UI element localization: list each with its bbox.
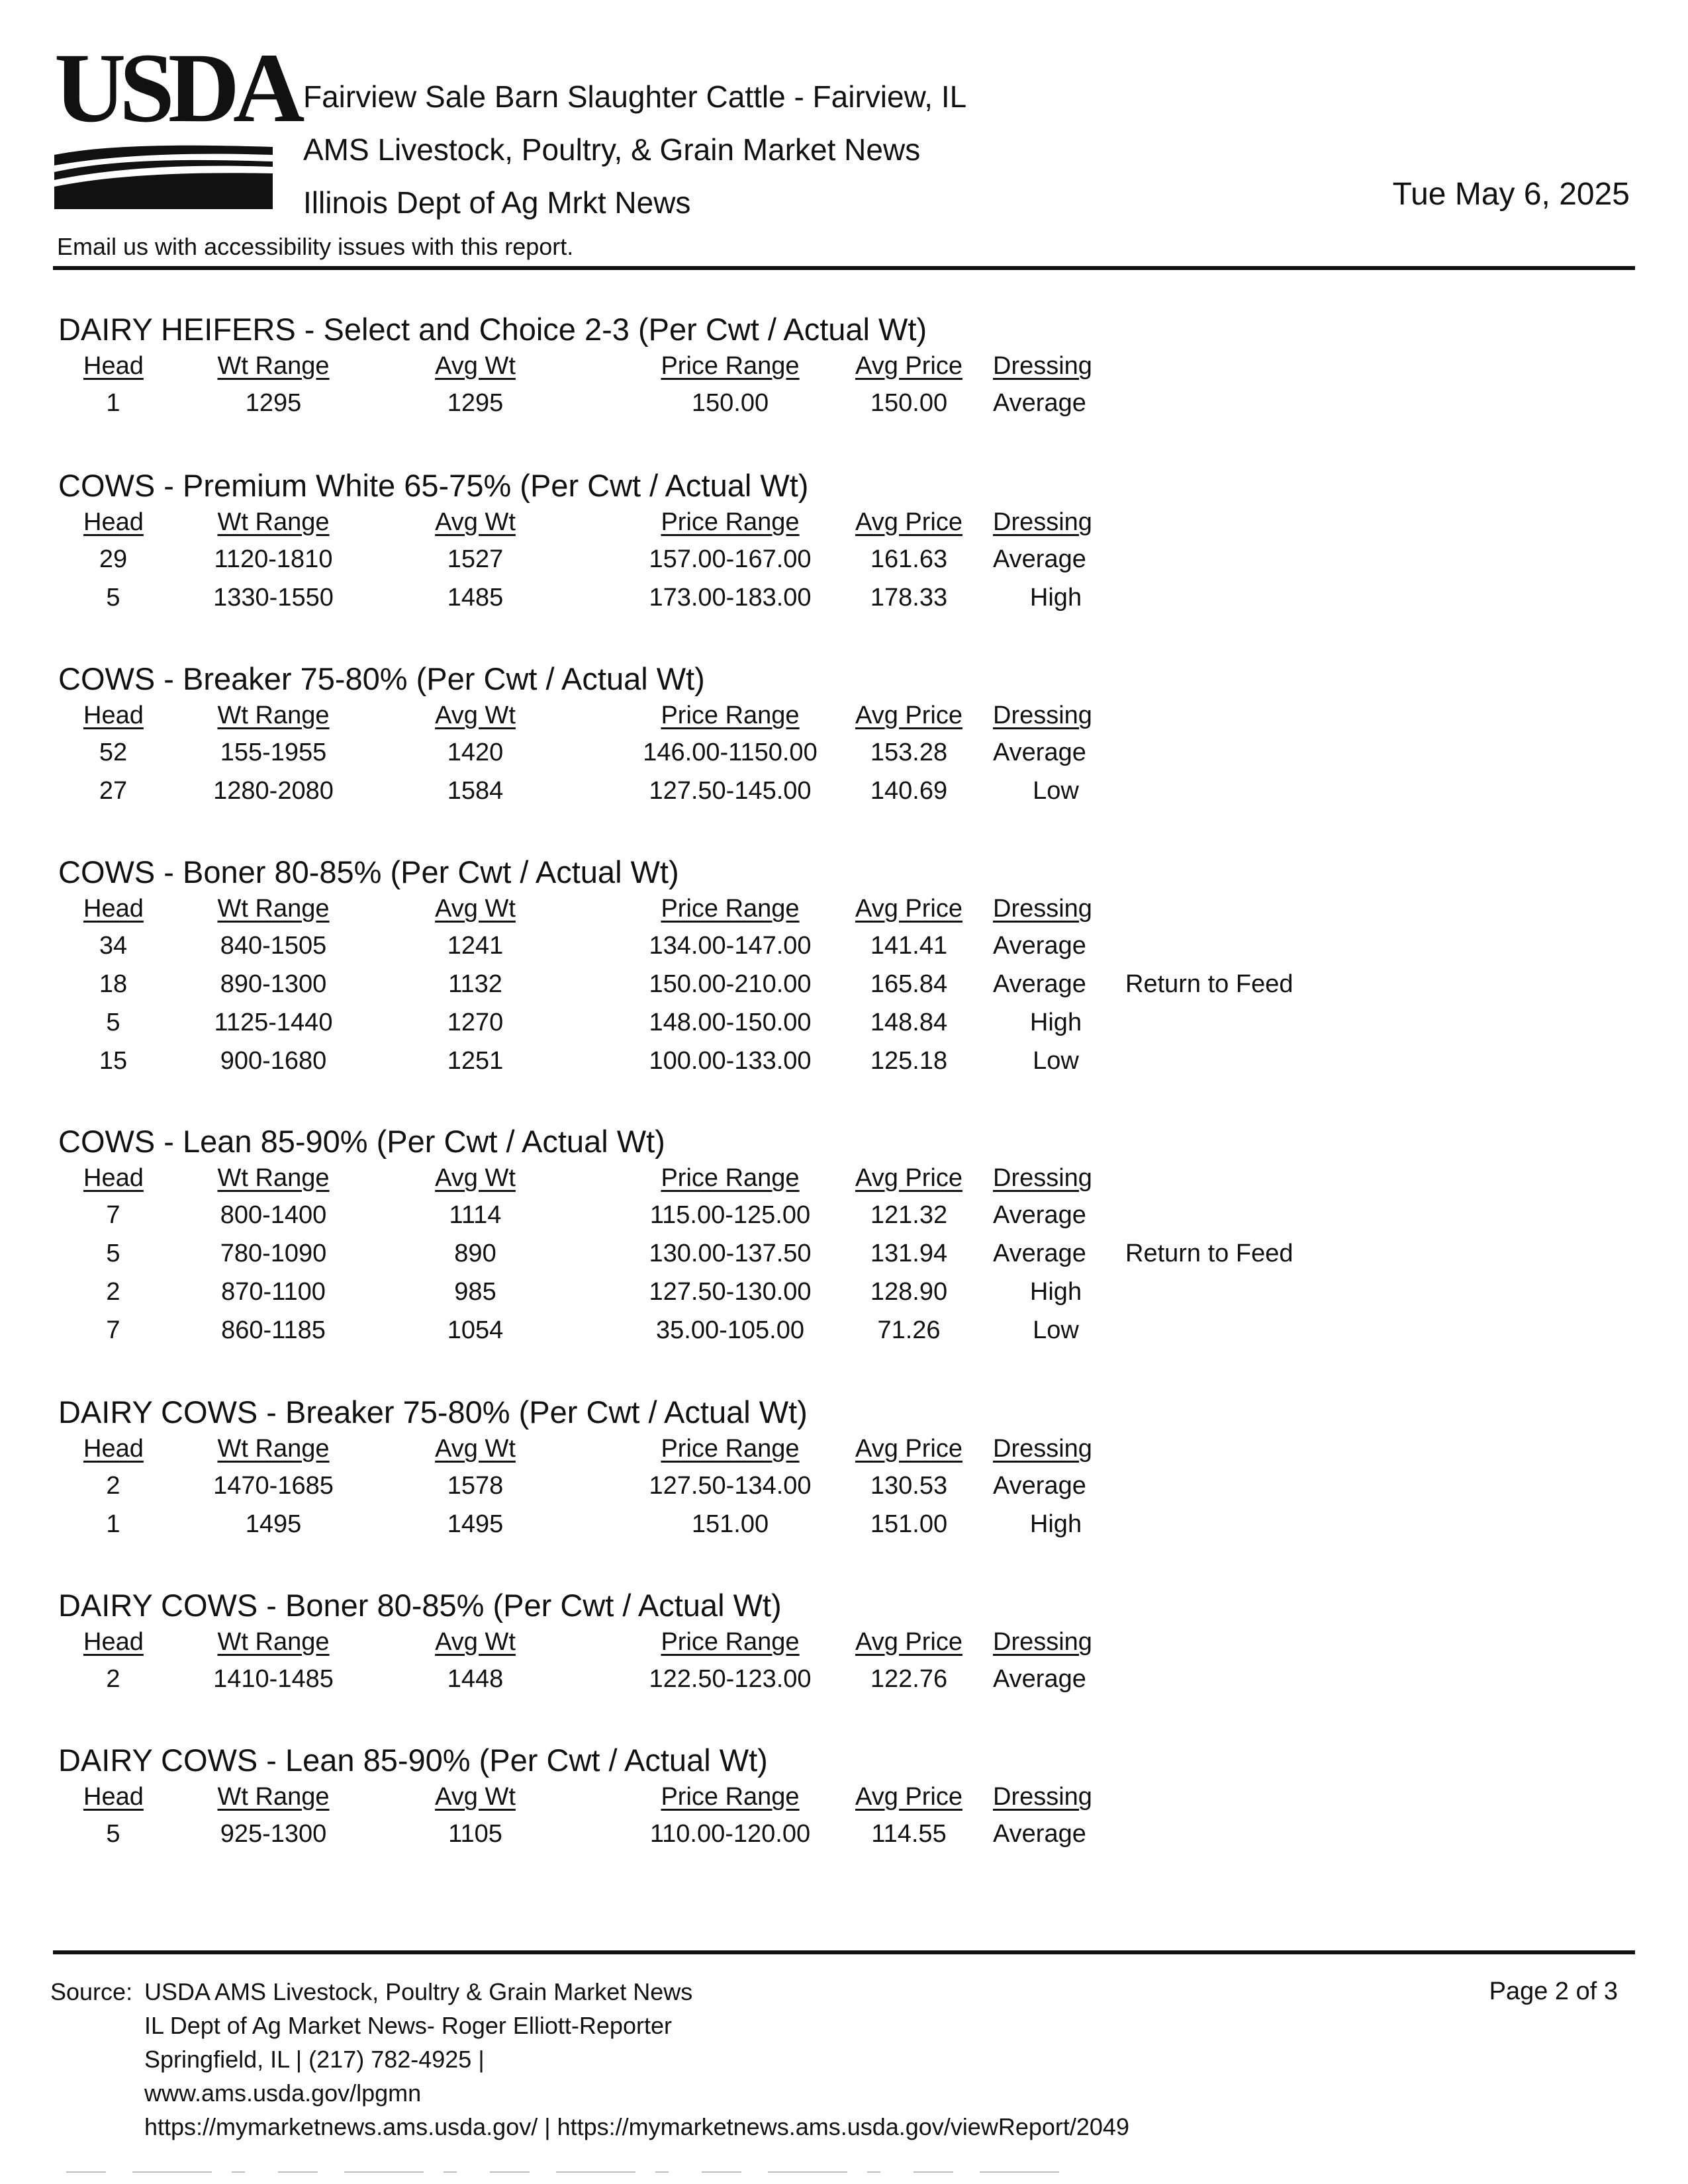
column-header-avg-wt: Avg Wt [435, 1164, 516, 1192]
cell-wt-range: 1330-1550 [213, 584, 334, 612]
market-section [58, 1394, 1620, 1545]
table-row [58, 1043, 1620, 1081]
cell-wt-range: 1295 [245, 389, 302, 417]
column-header-wt-range: Wt Range [217, 1435, 330, 1463]
cell-price-range: 100.00-133.00 [649, 1047, 812, 1075]
column-header-row [58, 504, 1620, 541]
cell-wt-range: 1280-2080 [213, 777, 334, 805]
usda-field-graphic [54, 143, 273, 209]
cell-head: 34 [99, 932, 128, 960]
column-header-avg-wt: Avg Wt [435, 702, 516, 729]
column-header-avg-wt: Avg Wt [435, 508, 516, 536]
table-row [58, 773, 1620, 811]
column-header-dressing: Dressing [993, 1628, 1092, 1656]
column-header-head: Head [83, 1783, 144, 1811]
cell-head: 18 [99, 970, 128, 998]
cell-avg-price: 148.84 [870, 1009, 948, 1036]
section-title: COWS - Premium White 65-75% (Per Cwt / Actual Wt) [58, 468, 809, 503]
table-row [58, 1236, 1620, 1274]
cell-avg-wt: 1054 [447, 1316, 504, 1344]
column-header-avg-price: Avg Price [855, 1435, 962, 1463]
cell-price-range: 150.00-210.00 [649, 970, 812, 998]
column-header-dressing: Dressing [993, 895, 1092, 923]
source-link[interactable]: www.ams.usda.gov/lpgmn [144, 2079, 422, 2107]
cell-note: Return to Feed [1125, 1240, 1293, 1267]
cell-avg-wt: 1584 [447, 777, 504, 805]
table-row [58, 966, 1620, 1005]
cell-avg-price: 141.41 [870, 932, 948, 960]
cell-price-range: 127.50-145.00 [649, 777, 812, 805]
cell-avg-price: 153.28 [870, 739, 948, 766]
cell-price-range: 151.00 [691, 1510, 769, 1538]
cell-head: 5 [106, 1820, 120, 1848]
cell-price-range: 130.00-137.50 [649, 1240, 812, 1267]
table-row [58, 1468, 1620, 1506]
column-header-dressing: Dressing [993, 508, 1092, 536]
usda-logo-text: USDA [54, 33, 299, 143]
cell-price-range: 148.00-150.00 [649, 1009, 812, 1036]
table-row [58, 1816, 1620, 1854]
cell-avg-price: 122.76 [870, 1665, 948, 1693]
cell-wt-range: 900-1680 [220, 1047, 327, 1075]
column-header-price-range: Price Range [661, 508, 800, 536]
market-section [58, 311, 1620, 424]
cell-avg-wt: 985 [454, 1278, 496, 1306]
cell-avg-price: 131.94 [870, 1240, 948, 1267]
column-header-dressing: Dressing [993, 702, 1092, 729]
report-header [303, 70, 966, 229]
cell-price-range: 173.00-183.00 [649, 584, 812, 612]
column-header-row [58, 348, 1620, 385]
cell-head: 1 [106, 389, 120, 417]
section-title: DAIRY HEIFERS - Select and Choice 2-3 (Per Cwt / Actual Wt) [58, 312, 927, 347]
cell-avg-price: 161.63 [870, 545, 948, 573]
section-title: COWS - Lean 85-90% (Per Cwt / Actual Wt) [58, 1124, 665, 1159]
usda-logo [54, 33, 299, 210]
cell-price-range: 115.00-125.00 [649, 1201, 811, 1229]
column-header-row [58, 1431, 1620, 1468]
column-header-wt-range: Wt Range [217, 702, 330, 729]
column-header-head: Head [83, 1435, 144, 1463]
cell-dressing: Average [993, 1240, 1086, 1267]
cell-dressing: Average [993, 389, 1086, 417]
cell-avg-price: 150.00 [870, 389, 948, 417]
cell-avg-price: 121.32 [870, 1201, 948, 1229]
section-title: DAIRY COWS - Boner 80-85% (Per Cwt / Actual Wt) [58, 1588, 782, 1623]
column-header-row [58, 1779, 1620, 1816]
cell-head: 2 [106, 1472, 120, 1500]
table-row [58, 1274, 1620, 1312]
cell-price-range: 134.00-147.00 [649, 932, 812, 960]
column-header-avg-price: Avg Price [855, 702, 962, 729]
cell-price-range: 35.00-105.00 [656, 1316, 804, 1344]
cell-avg-wt: 1448 [447, 1665, 504, 1693]
column-header-avg-price: Avg Price [855, 1783, 962, 1811]
column-header-price-range: Price Range [661, 1435, 800, 1463]
cell-avg-wt: 1420 [447, 739, 504, 766]
table-row [58, 928, 1620, 966]
cell-wt-range: 1120-1810 [214, 545, 333, 573]
cell-dressing: Average [993, 1665, 1086, 1693]
cell-avg-wt: 1270 [447, 1009, 504, 1036]
cell-avg-price: 165.84 [870, 970, 948, 998]
cell-avg-wt: 1251 [447, 1047, 504, 1075]
cell-wt-range: 925-1300 [220, 1820, 327, 1848]
cell-dressing: Average [993, 739, 1086, 766]
cell-head: 2 [106, 1278, 120, 1306]
column-header-dressing: Dressing [993, 352, 1092, 380]
column-header-price-range: Price Range [661, 702, 800, 729]
cell-dressing: Low [1033, 1047, 1079, 1075]
cell-price-range: 150.00 [691, 389, 769, 417]
column-header-head: Head [83, 508, 144, 536]
cell-price-range: 122.50-123.00 [649, 1665, 812, 1693]
cell-head: 5 [106, 1240, 120, 1267]
column-header-avg-wt: Avg Wt [435, 1783, 516, 1811]
cell-wt-range: 1470-1685 [213, 1472, 334, 1500]
column-header-price-range: Price Range [661, 1783, 800, 1811]
column-header-avg-wt: Avg Wt [435, 1628, 516, 1656]
cell-avg-wt: 1495 [447, 1510, 504, 1538]
market-section [58, 1587, 1620, 1700]
cell-head: 5 [106, 1009, 120, 1036]
report-title: Fairview Sale Barn Slaughter Cattle - Fairview, IL [303, 79, 967, 114]
cell-wt-range: 1495 [245, 1510, 302, 1538]
table-row [58, 580, 1620, 618]
section-title: DAIRY COWS - Lean 85-90% (Per Cwt / Actual Wt) [58, 1743, 768, 1778]
bottom-divider [53, 1950, 1635, 1954]
cell-head: 27 [99, 777, 128, 805]
column-header-avg-price: Avg Price [855, 1628, 962, 1656]
table-row [58, 1005, 1620, 1043]
column-header-wt-range: Wt Range [217, 352, 330, 380]
cell-head: 15 [99, 1047, 128, 1075]
cell-avg-wt: 890 [454, 1240, 496, 1267]
cell-dressing: High [1029, 1510, 1082, 1538]
table-row [58, 1661, 1620, 1700]
section-title: COWS - Breaker 75-80% (Per Cwt / Actual Wt) [58, 661, 705, 696]
source-line: USDA AMS Livestock, Poultry & Grain Market News [144, 1978, 693, 2005]
column-header-head: Head [83, 702, 144, 729]
market-section [58, 854, 1620, 1081]
cell-head: 52 [99, 739, 128, 766]
section-title: COWS - Boner 80-85% (Per Cwt / Actual Wt) [58, 854, 679, 889]
market-section [58, 660, 1620, 811]
column-header-row [58, 1624, 1620, 1661]
cell-dressing: Low [1033, 1316, 1079, 1344]
cell-head: 7 [106, 1316, 120, 1344]
top-divider [53, 266, 1635, 270]
cell-wt-range: 860-1185 [221, 1316, 326, 1344]
cell-wt-range: 1125-1440 [214, 1009, 333, 1036]
cell-avg-wt: 1105 [448, 1820, 502, 1848]
market-section [58, 1123, 1620, 1351]
cell-dressing: High [1029, 1009, 1082, 1036]
cell-wt-range: 840-1505 [220, 932, 327, 960]
column-header-row [58, 891, 1620, 928]
cell-avg-wt: 1485 [447, 584, 504, 612]
cell-dressing: Low [1033, 777, 1079, 805]
source-line: IL Dept of Ag Market News- Roger Elliott-Reporter [144, 2012, 672, 2039]
cell-price-range: 127.50-130.00 [649, 1278, 812, 1306]
column-header-dressing: Dressing [993, 1783, 1092, 1811]
cell-head: 5 [106, 584, 120, 612]
cell-dressing: Average [993, 1201, 1086, 1229]
cell-avg-price: 178.33 [870, 584, 948, 612]
column-header-price-range: Price Range [661, 352, 800, 380]
cell-avg-price: 130.53 [870, 1472, 948, 1500]
column-header-avg-price: Avg Price [855, 352, 962, 380]
cell-dressing: Average [993, 1820, 1086, 1848]
report-date: Tue May 6, 2025 [1392, 177, 1630, 212]
column-header-price-range: Price Range [661, 895, 800, 923]
cell-dressing: Average [993, 932, 1086, 960]
table-row [58, 735, 1620, 773]
cell-head: 7 [106, 1201, 120, 1229]
cell-head: 1 [106, 1510, 120, 1538]
cell-avg-price: 114.55 [871, 1820, 947, 1848]
table-row [58, 541, 1620, 580]
cell-avg-wt: 1132 [448, 970, 502, 998]
report-agency: AMS Livestock, Poultry, & Grain Market News [303, 132, 921, 167]
cell-note: Return to Feed [1125, 970, 1293, 998]
cell-avg-wt: 1527 [447, 545, 504, 573]
cell-avg-wt: 1578 [447, 1472, 504, 1500]
cell-avg-price: 71.26 [877, 1316, 941, 1344]
cell-dressing: High [1029, 1278, 1082, 1306]
cell-avg-price: 125.18 [870, 1047, 948, 1075]
cell-wt-range: 870-1100 [221, 1278, 326, 1306]
section-title: DAIRY COWS - Breaker 75-80% (Per Cwt / Actual Wt) [58, 1394, 808, 1430]
column-header-price-range: Price Range [661, 1164, 800, 1192]
cell-price-range: 110.00-120.00 [649, 1820, 811, 1848]
column-header-dressing: Dressing [993, 1164, 1092, 1192]
cell-avg-wt: 1114 [449, 1201, 502, 1229]
column-header-avg-wt: Avg Wt [435, 352, 516, 380]
scan-artifact [66, 2164, 1059, 2177]
column-header-wt-range: Wt Range [217, 895, 330, 923]
column-header-head: Head [83, 1164, 144, 1192]
column-header-row [58, 1160, 1620, 1197]
column-header-head: Head [83, 895, 144, 923]
column-header-avg-wt: Avg Wt [435, 1435, 516, 1463]
column-header-avg-price: Avg Price [855, 508, 962, 536]
column-header-wt-range: Wt Range [217, 1628, 330, 1656]
column-header-wt-range: Wt Range [217, 508, 330, 536]
column-header-row [58, 698, 1620, 735]
table-row [58, 385, 1620, 424]
table-row [58, 1197, 1620, 1236]
cell-wt-range: 800-1400 [220, 1201, 327, 1229]
source-line: Springfield, IL | (217) 782-4925 | [144, 2046, 485, 2073]
accessibility-note[interactable]: Email us with accessibility issues with this report. [57, 233, 574, 260]
cell-price-range: 127.50-134.00 [649, 1472, 812, 1500]
cell-dressing: Average [993, 970, 1086, 998]
source-link[interactable]: https://mymarketnews.ams.usda.gov/ | https://mymarketnews.ams.usda.gov/viewReport/2049 [144, 2113, 1129, 2140]
cell-avg-price: 151.00 [870, 1510, 948, 1538]
column-header-wt-range: Wt Range [217, 1783, 330, 1811]
column-header-head: Head [83, 1628, 144, 1656]
source-label: Source: [50, 1978, 133, 2005]
cell-avg-price: 128.90 [870, 1278, 948, 1306]
page-number: Page 2 of 3 [1489, 1978, 1618, 2005]
cell-avg-wt: 1241 [447, 932, 504, 960]
cell-price-range: 146.00-1150.00 [643, 739, 818, 766]
source-lines [144, 1975, 1129, 2144]
cell-wt-range: 780-1090 [220, 1240, 327, 1267]
cell-dressing: Average [993, 545, 1086, 573]
table-row [58, 1312, 1620, 1351]
column-header-avg-price: Avg Price [855, 1164, 962, 1192]
market-section [58, 467, 1620, 618]
report-department: Illinois Dept of Ag Mrkt News [303, 185, 691, 220]
column-header-wt-range: Wt Range [217, 1164, 330, 1192]
cell-wt-range: 155-1955 [220, 739, 327, 766]
column-header-avg-wt: Avg Wt [435, 895, 516, 923]
cell-head: 2 [106, 1665, 120, 1693]
cell-wt-range: 890-1300 [220, 970, 327, 998]
cell-wt-range: 1410-1485 [213, 1665, 334, 1693]
market-section [58, 1742, 1620, 1854]
table-row [58, 1506, 1620, 1545]
cell-dressing: High [1029, 584, 1082, 612]
cell-avg-price: 140.69 [870, 777, 948, 805]
column-header-dressing: Dressing [993, 1435, 1092, 1463]
cell-avg-wt: 1295 [447, 389, 504, 417]
cell-head: 29 [99, 545, 128, 573]
column-header-price-range: Price Range [661, 1628, 800, 1656]
column-header-head: Head [83, 352, 144, 380]
cell-dressing: Average [993, 1472, 1086, 1500]
column-header-avg-price: Avg Price [855, 895, 962, 923]
cell-price-range: 157.00-167.00 [649, 545, 812, 573]
